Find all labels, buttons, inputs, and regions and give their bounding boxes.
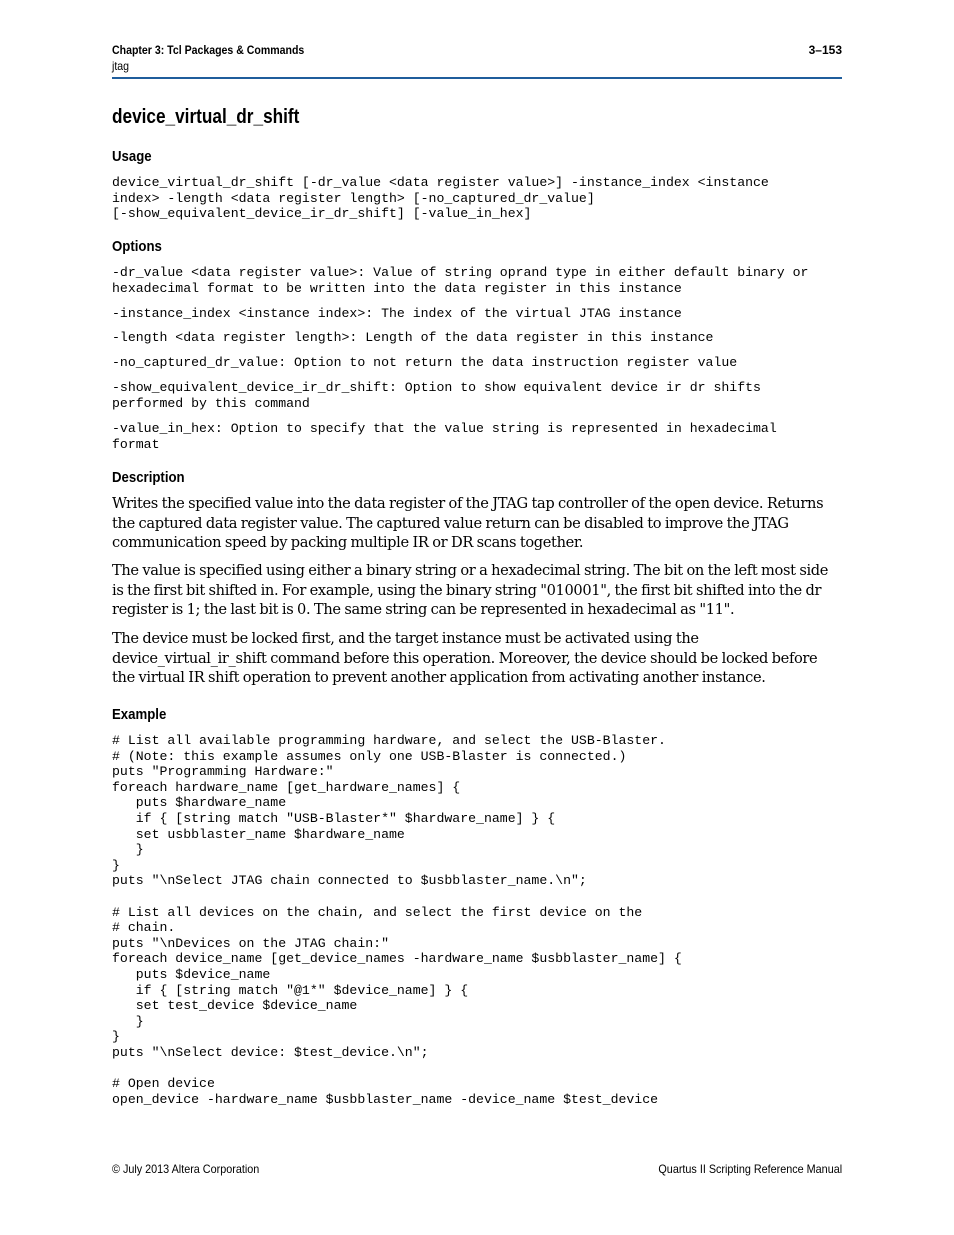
option-item: -dr_value <data register value>: Value of string oprand type in either default binary or hexadecimal format to be written into the data register in this instance (112, 265, 809, 296)
description-heading: Description (112, 469, 185, 486)
document-page (112, 0, 842, 1235)
option-item: -show_equivalent_device_ir_dr_shift: Option to show equivalent device ir dr shifts performed by this command (112, 380, 761, 411)
page-number: 3–153 (808, 43, 842, 57)
description-paragraph: The value is specified using either a binary string or a hexadecimal string. The bit on the left most side is the first bit shifted in. For example, using the binary string "010001", the first bit shifted into the dr register is 1; the last bit is 0. The same string can be represented in hexadecimal as "11". (112, 562, 829, 619)
chapter-title: Chapter 3: Tcl Packages & Commands (112, 43, 305, 57)
usage-heading: Usage (112, 148, 152, 165)
description-paragraph: Writes the specified value into the data register of the JTAG tap controller of the open device. Returns the captured data register value. The captured value return can be disabled to improve the JTAG communication speed by packing multiple IR or DR scans together. (112, 495, 824, 552)
option-item: -instance_index <instance index>: The index of the virtual JTAG instance (112, 306, 682, 321)
options-heading: Options (112, 238, 162, 255)
header-rule (112, 77, 842, 79)
footer-manual-title: Quartus II Scripting Reference Manual (658, 1162, 842, 1176)
example-code: # List all available programming hardware, and select the USB-Blaster. # (Note: this example assumes only one USB-Blaster is connected.) puts "Programming Hardware:" foreach hardware_name [get_hardware_names] { puts $hardware_name if { [string match "USB-Blaster*" $hardware_name] } { set usbblaster_name $hardware_name } } puts "\nSelect JTAG chain connected to $usbblaster_name.\n"; # List all devices on the chain, and select the first device on the # chain. puts "\nDevices on the JTAG chain:" foreach device_name [get_device_names -hardware_name $usbblaster_name] { puts $device_name if { [string match "@1*" $device_name] } { set test_device $device_name } } puts "\nSelect device: $test_device.\n"; # Open device open_device -hardware_name $usbblaster_name -device_name $test_device (112, 733, 682, 1107)
option-item: -value_in_hex: Option to specify that the value string is represented in hexadecimal format (112, 421, 777, 452)
footer-copyright: © July 2013 Altera Corporation (112, 1162, 260, 1176)
option-item: -length <data register length>: Length of the data register in this instance (112, 330, 714, 345)
usage-syntax: device_virtual_dr_shift [-dr_value <data register value>] -instance_index <instance index> -length <data register length> [-no_captured_dr_value] [-show_equivalent_device_ir_dr_shift] [-value_in_hex] (112, 175, 769, 222)
example-heading: Example (112, 706, 167, 723)
section-name: jtag (112, 59, 130, 73)
page-title: device_virtual_dr_shift (112, 106, 300, 128)
option-item: -no_captured_dr_value: Option to not return the data instruction register value (112, 355, 738, 370)
description-paragraph: The device must be locked first, and the target instance must be activated using the device_virtual_ir_shift command before this operation. Moreover, the device should be locked before the virtual IR shift operation to prevent another application from activating another instance. (112, 630, 818, 687)
